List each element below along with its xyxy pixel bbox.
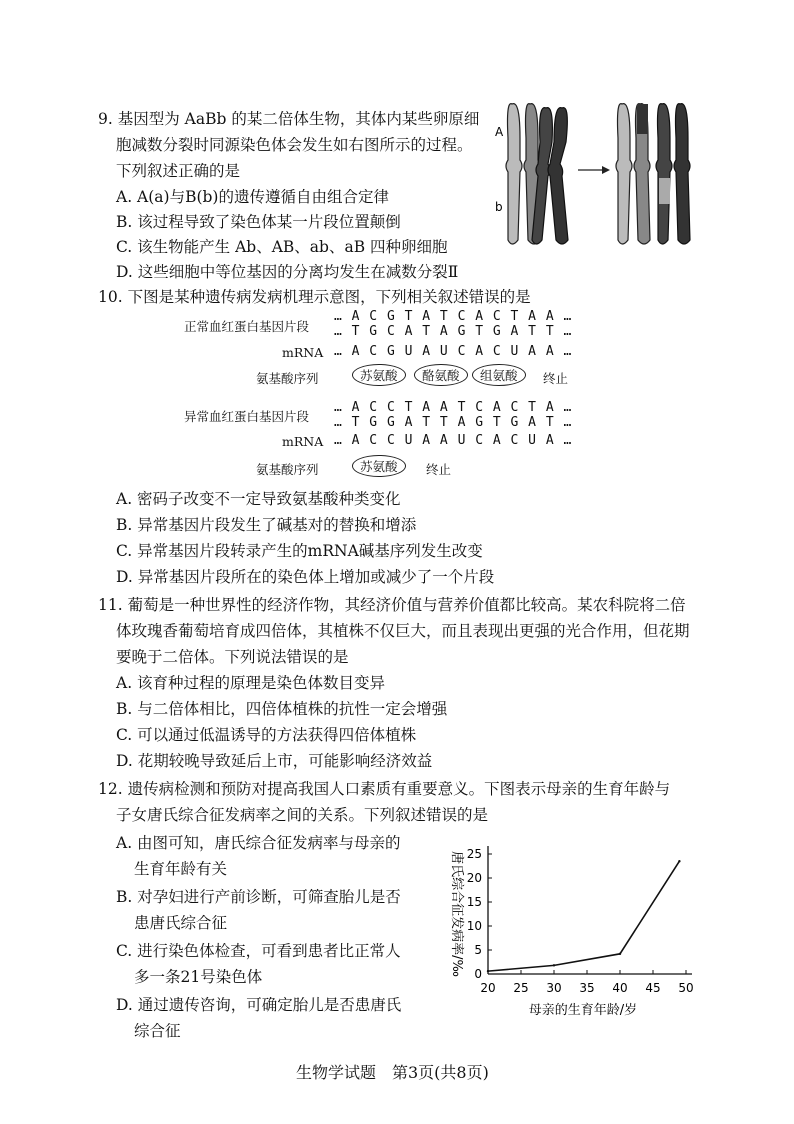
q10-stem: 10. 下图是某种遗传病发病机理示意图，下列相关叙述错误的是 [98,288,531,306]
q9-stem-line1: 9. 基因型为 AaBb 的某二倍体生物，其体内某些卵原细 [98,110,480,128]
series-line [488,861,679,971]
abnormal-strand-2: … T G G A T T A G T G A T … [334,415,573,430]
arrow-head [602,166,610,174]
q10-option-b: B. 异常基因片段发生了碱基对的替换和增添 [116,516,417,534]
q12-option-a-line2: 生育年龄有关 [134,860,228,878]
q11-option-d: D. 花期较晚导致延后上市，可能影响经济效益 [116,752,433,770]
q12-option-c-line2: 多一条21号染色体 [134,968,263,986]
x-axis-label: 母亲的生育年龄/岁 [528,1003,638,1018]
abnormal-mrna: … A C C U A A U C A C U A … [334,433,573,448]
q12-option-d-line2: 综合征 [134,1022,181,1040]
q9-option-d: D. 这些细胞中等位基因的分离均发生在减数分裂Ⅱ [116,263,459,281]
abnormal-aa-1: 苏氨酸 [352,455,406,477]
normal-strand-2: … T G C A T A G T G A T T … [334,324,573,339]
q11-stem-line1: 11. 葡萄是一种世界性的经济作物，其经济价值与营养价值都比较高。某农科院将二倍 [98,596,686,614]
q9-option-a: A. A(a)与B(b)的遗传遵循自由组合定律 [116,188,389,206]
x-tick-label: 40 [612,981,628,995]
normal-aa-2: 酪氨酸 [414,364,468,386]
normal-aa-3: 组氨酸 [472,364,526,386]
abnormal-gene-label: 异常血红蛋白基因片段 [184,409,310,424]
q11-stem-line2: 体玫瑰香葡萄培育成四倍体，其植株不仅巨大，而且表现出更强的光合作用，但花期 [116,622,690,640]
label-a: A [495,125,504,139]
q11-option-c: C. 可以通过低温诱导的方法获得四倍体植株 [116,726,417,744]
x-tick-label: 30 [546,981,562,995]
x-tick-label: 45 [645,981,661,995]
q9-stem-line2: 胞减数分裂时同源染色体会发生如右图所示的过程。 [116,136,473,154]
q9-stem-line3: 下列叙述正确的是 [116,162,241,180]
q12-option-d-line1: D. 通过遗传咨询，可确定胎儿是否患唐氏 [116,996,402,1014]
x-tick-label: 25 [513,981,529,995]
normal-mrna-label: mRNA [282,345,324,360]
y-tick-label: 5 [474,943,482,957]
data-point [487,970,489,972]
q11-option-a: A. 该育种过程的原理是染色体数目变异 [116,674,386,692]
normal-strand-1: … A C G T A T C A C T A A … [334,309,573,324]
q9-option-b: B. 该过程导致了染色体某一片段位置颠倒 [116,213,401,231]
normal-aa-label: 氨基酸序列 [256,371,319,386]
q12-option-b-line2: 患唐氏综合征 [134,914,228,932]
abnormal-aa-label: 氨基酸序列 [256,462,319,477]
q12-stem-line1: 12. 遗传病检测和预防对提高我国人口素质有重要意义。下图表示母亲的生育年龄与 [98,780,671,798]
x-tick-label: 20 [480,981,496,995]
q11-option-b: B. 与二倍体相比，四倍体植株的抗性一定会增强 [116,700,448,718]
q10-option-a: A. 密码子改变不一定导致氨基酸种类变化 [116,490,401,508]
y-tick-label: 10 [466,919,482,933]
normal-stop: 终止 [543,371,569,386]
normal-aa-1: 苏氨酸 [352,364,406,386]
q9-option-c: C. 该生物能产生 Ab、AB、ab、aB 四种卵细胞 [116,238,448,256]
x-tick-label: 50 [678,981,694,995]
q12-option-a-line1: A. 由图可知，唐氏综合征发病率与母亲的 [116,834,401,852]
data-point [619,953,621,955]
q10-option-c: C. 异常基因片段转录产生的mRNA碱基序列发生改变 [116,542,483,560]
data-point [553,964,555,966]
y-tick-label: 0 [474,967,482,981]
y-tick-label: 25 [466,847,482,861]
q10-option-d: D. 异常基因片段所在的染色体上增加或减少了一个片段 [116,568,495,586]
abnormal-stop: 终止 [426,462,452,477]
page-footer: 生物学试题 第3页(共8页) [296,1063,489,1082]
abnormal-strand-1: … A C C T A A T C A C T A … [334,400,573,415]
y-tick-label: 20 [466,871,482,885]
abnormal-mrna-label: mRNA [282,434,324,449]
q12-option-b-line1: B. 对孕妇进行产前诊断，可筛查胎儿是否 [116,888,401,906]
down-syndrome-line-chart [425,838,715,1022]
q12-option-c-line1: C. 进行染色体检查，可看到患者比正常人 [116,942,401,960]
q12-stem-line2: 子女唐氏综合征发病率之间的关系。下列叙述错误的是 [116,806,489,824]
chromosome-after-2 [656,104,690,244]
x-tick-label: 35 [579,981,595,995]
y-axis-label: 唐氏综合征发病率/‰ [449,851,464,977]
normal-mrna: … A C G U A U C A C U A A … [334,344,573,359]
normal-gene-label: 正常血红蛋白基因片段 [184,319,310,334]
chromosome-after-1 [616,104,650,244]
label-b: b [495,200,503,214]
y-tick-label: 15 [466,895,482,909]
q11-stem-line3: 要晚于二倍体。下列说法错误的是 [116,648,349,666]
data-point [678,860,680,862]
chromosome-crossover-figure [490,98,700,250]
